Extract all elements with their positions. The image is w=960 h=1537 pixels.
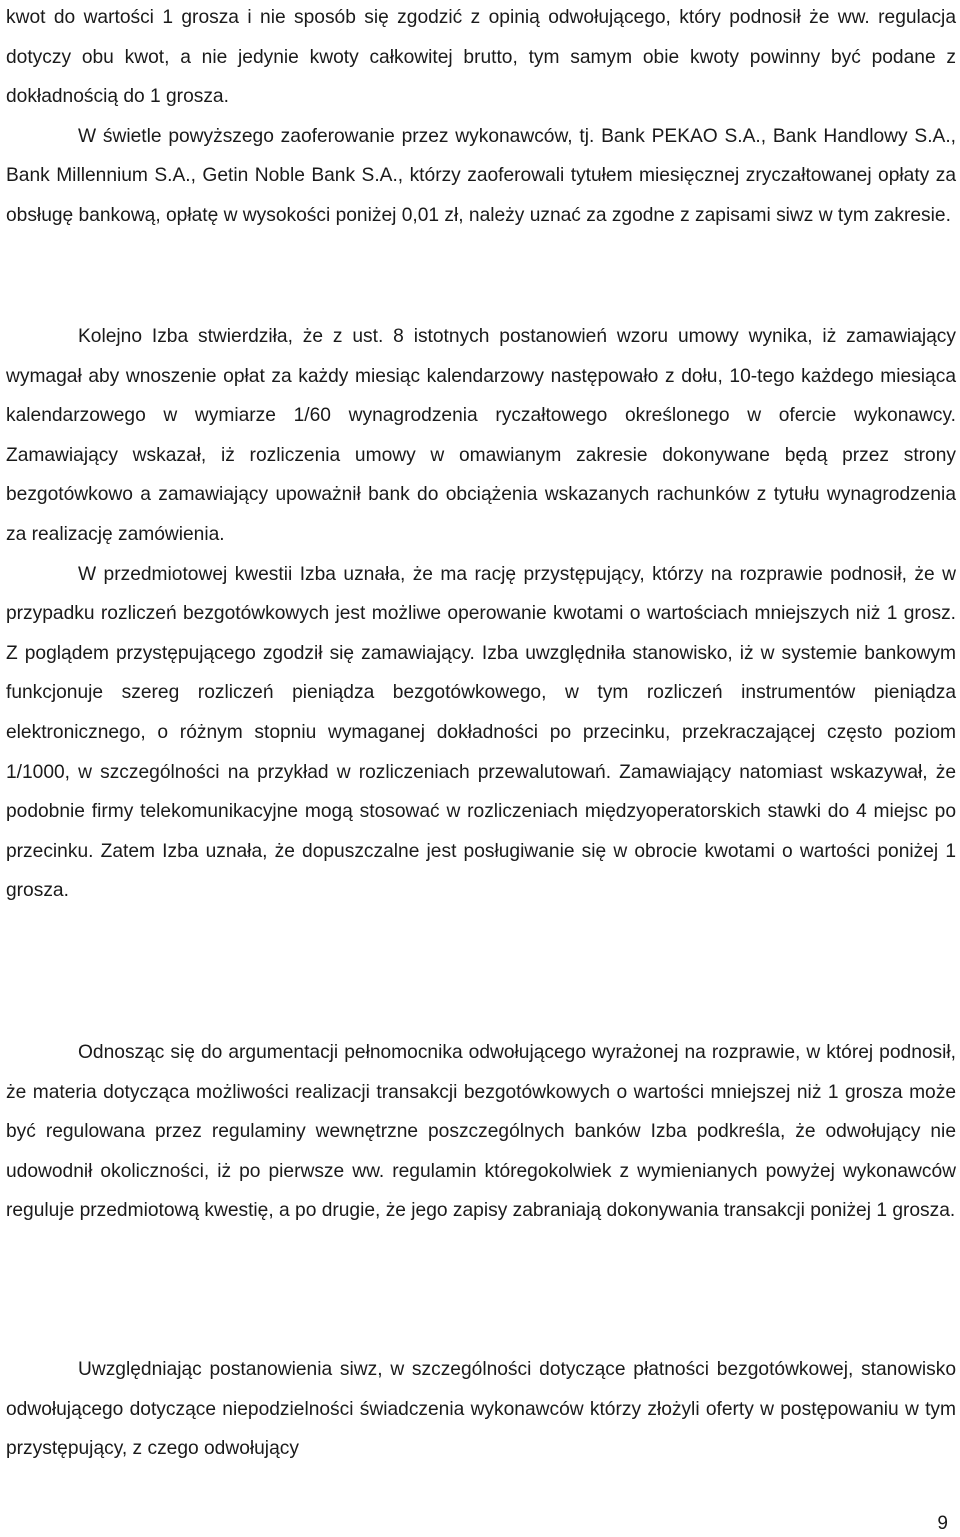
- paragraph-banks-offer: W świetle powyższego zaoferowanie przez wykonawców, tj. Bank PEKAO S.A., Bank Handlowy S.A., Bank Millennium S.A., Getin Noble Bank S.A., którzy zaoferowali tytułem miesięcznej zryczałtowanej opłaty za obsługę bankową, opłatę w wysokości poniżej 0,01 zł, należy uznać za zgodne z zapisami siwz w tym zakresie.: [6, 125, 956, 226]
- paragraph-izba-uznala: W przedmiotowej kwestii Izba uznała, że ma rację przystępujący, którzy na rozprawie podnosił, że w przypadku rozliczeń bezgotówkowych jest możliwe operowanie kwotami o wartościach mniejszych niż 1 grosz. Z poglądem przystępującego zgodził się zamawiający. Izba uwzględniła stanowisko, iż w systemie bankowym funkcjonuje szereg rozliczeń pieniądza bezgotówkowego, w tym rozliczeń instrumentów pieniądza elektronicznego, o różnym stopniu wymaganej dokładności po przecinku, przekraczającej często poziom 1/1000, w szczególności na przykład w rozliczeniach przewalutowań. Zamawiający natomiast wskazywał, że podobnie firmy telekomunikacyjne mogą stosować w rozliczeniach międzyoperatorskich stawki do 4 miejsc po przecinku. Zatem Izba uznała, że dopuszczalne jest posługiwanie się w obrocie kwotami o wartości poniżej 1 grosza.: [6, 563, 956, 902]
- paragraph-argumentacja: Odnosząc się do argumentacji pełnomocnika odwołującego wyrażonej na rozprawie, w której podnosił, że materia dotycząca możliwości realizacji transakcji bezgotówkowych o wartości mniejszej niż 1 grosza może być regulowana przez regulaminy wewnętrzne poszczególnych banków Izba podkreśla, że odwołujący nie udowodnił okoliczności, iż po pierwsze ww. regulamin któregokolwiek z wymienianych powyżej wykonawców reguluje przedmiotową kwestię, a po drugie, że jego zapisy zabraniają dokonywania transakcji poniżej 1 grosza.: [6, 1042, 956, 1222]
- document-page: [6, 0, 956, 1537]
- paragraph-uwzgledniajac: Uwzględniając postanowienia siwz, w szczególności dotyczące płatności bezgotówkowej, stanowisko odwołującego dotyczące niepodzielności świadczenia wykonawców którzy złożyli oferty w postępowaniu w tym przystępujący, z czego odwołujący: [6, 1359, 956, 1460]
- paragraph-block-2: [6, 317, 956, 911]
- paragraph-continuation: kwot do wartości 1 grosza i nie sposób się zgodzić z opinią odwołującego, który podnosił że ww. regulacja dotyczy obu kwot, a nie jedynie kwoty całkowitej brutto, tym samym obie kwoty powinny być podane z dokładnością do 1 grosza.: [6, 7, 956, 108]
- paragraph-izba-stwierdzila: Kolejno Izba stwierdziła, że z ust. 8 istotnych postanowień wzoru umowy wynika, iż zamawiający wymagał aby wnoszenie opłat za każdy miesiąc kalendarzowy następowało z dołu, 10-tego każdego miesiąca kalendarzowego w wymiarze 1/60 wynagrodzenia ryczałtowego określonego w ofercie wykonawcy. Zamawiający wskazał, iż rozliczenia umowy w omawianym zakresie dokonywane będą przez strony bezgotówkowo a zamawiający upoważnił bank do obciążenia wskazanych rachunków z tytułu wynagrodzenia za realizację zamówienia.: [6, 326, 956, 545]
- paragraph-block-3: [6, 1033, 956, 1231]
- page-number: 9: [937, 1513, 948, 1534]
- paragraph-block-1: [6, 0, 956, 236]
- paragraph-block-4: [6, 1350, 956, 1469]
